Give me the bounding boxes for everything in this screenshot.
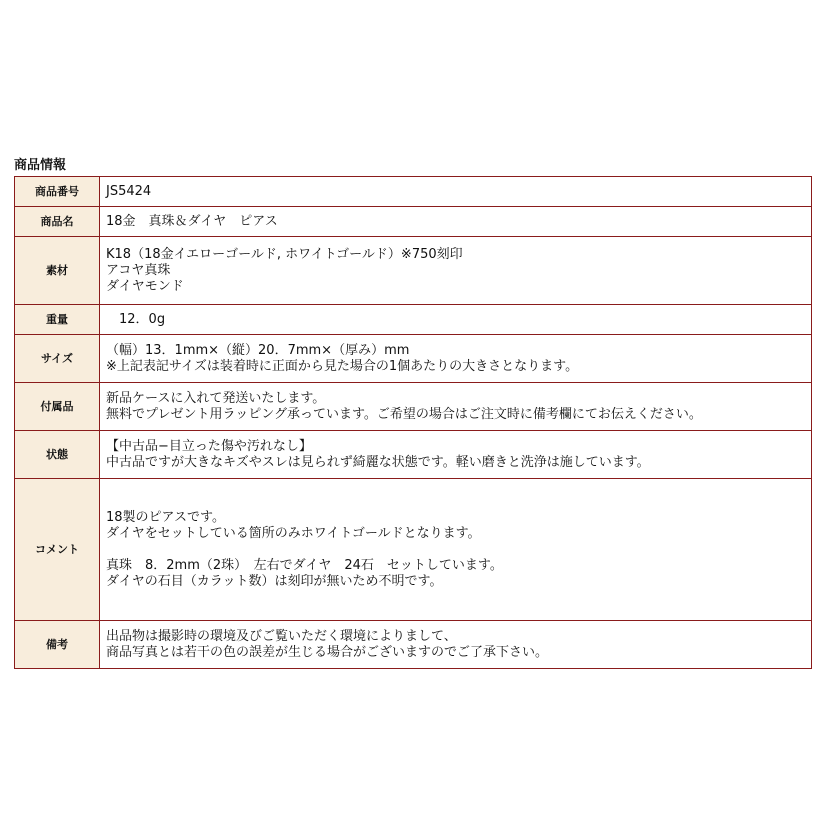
value-weight (100, 305, 812, 335)
label-product-number: 商品番号 (15, 177, 100, 207)
label-condition: 状態 (15, 431, 100, 479)
row-material (15, 237, 812, 305)
value-size (100, 335, 812, 383)
label-weight: 重量 (15, 305, 100, 335)
row-accessories (15, 383, 812, 431)
label-product-name: 商品名 (15, 207, 100, 237)
size-line-1: （幅）13．1mm×（縦）20．7mm×（厚み）mm (106, 342, 410, 358)
weight-text: 12．0g (106, 311, 166, 327)
value-comment (100, 479, 812, 621)
value-product-name (100, 207, 812, 237)
accessories-line-2: 無料でプレゼント用ラッピング承っています。ご希望の場合はご注文時に備考欄にてお伝えください。 (106, 406, 702, 422)
product-info-table (14, 176, 812, 669)
comment-line-4: ダイヤの石目（カラット数）は刻印が無いため不明です。 (106, 573, 443, 589)
row-comment (15, 479, 812, 621)
value-accessories (100, 383, 812, 431)
value-remarks (100, 621, 812, 669)
label-material: 素材 (15, 237, 100, 305)
condition-line-1: 【中古品−目立った傷や汚れなし】 (106, 438, 312, 454)
label-accessories: 付属品 (15, 383, 100, 431)
value-product-number (100, 177, 812, 207)
product-number-text: JS5424 (106, 183, 152, 199)
comment-line-2: ダイヤをセットしている箇所のみホワイトゴールドとなります。 (106, 525, 481, 541)
material-line-1: K18（18金イエローゴールド, ホワイトゴールド）※750刻印 (106, 246, 463, 262)
section-title: 商品情報 (14, 158, 67, 173)
size-line-2: ※上記表記サイズは装着時に正面から見た場合の1個あたりの大きさとなります。 (106, 358, 579, 374)
condition-line-2: 中古品ですが大きなキズやスレは見られず綺麗な状態です。軽い磨きと洗浄は施しています。 (106, 454, 650, 470)
remarks-line-2: 商品写真とは若干の色の誤差が生じる場合がございますのでご了承下さい。 (106, 644, 549, 660)
comment-line-3: 真珠 8．2mm（2珠） 左右でダイヤ 24石 セットしています。 (106, 557, 503, 573)
row-weight (15, 305, 812, 335)
label-comment: コメント (15, 479, 100, 621)
comment-spacer (106, 542, 805, 558)
accessories-line-1: 新品ケースに入れて発送いたします。 (106, 390, 326, 406)
value-condition (100, 431, 812, 479)
material-line-2: アコヤ真珠 (106, 262, 171, 278)
comment-line-1: 18製のピアスです。 (106, 509, 225, 525)
row-remarks (15, 621, 812, 669)
material-line-3: ダイヤモンド (106, 278, 184, 294)
row-size (15, 335, 812, 383)
row-product-name (15, 207, 812, 237)
product-name-text: 18金 真珠＆ダイヤ ピアス (106, 213, 278, 229)
row-product-number (15, 177, 812, 207)
label-remarks: 備考 (15, 621, 100, 669)
label-size: サイズ (15, 335, 100, 383)
remarks-line-1: 出品物は撮影時の環境及びご覧いただく環境によりまして、 (106, 628, 457, 644)
value-material (100, 237, 812, 305)
row-condition (15, 431, 812, 479)
